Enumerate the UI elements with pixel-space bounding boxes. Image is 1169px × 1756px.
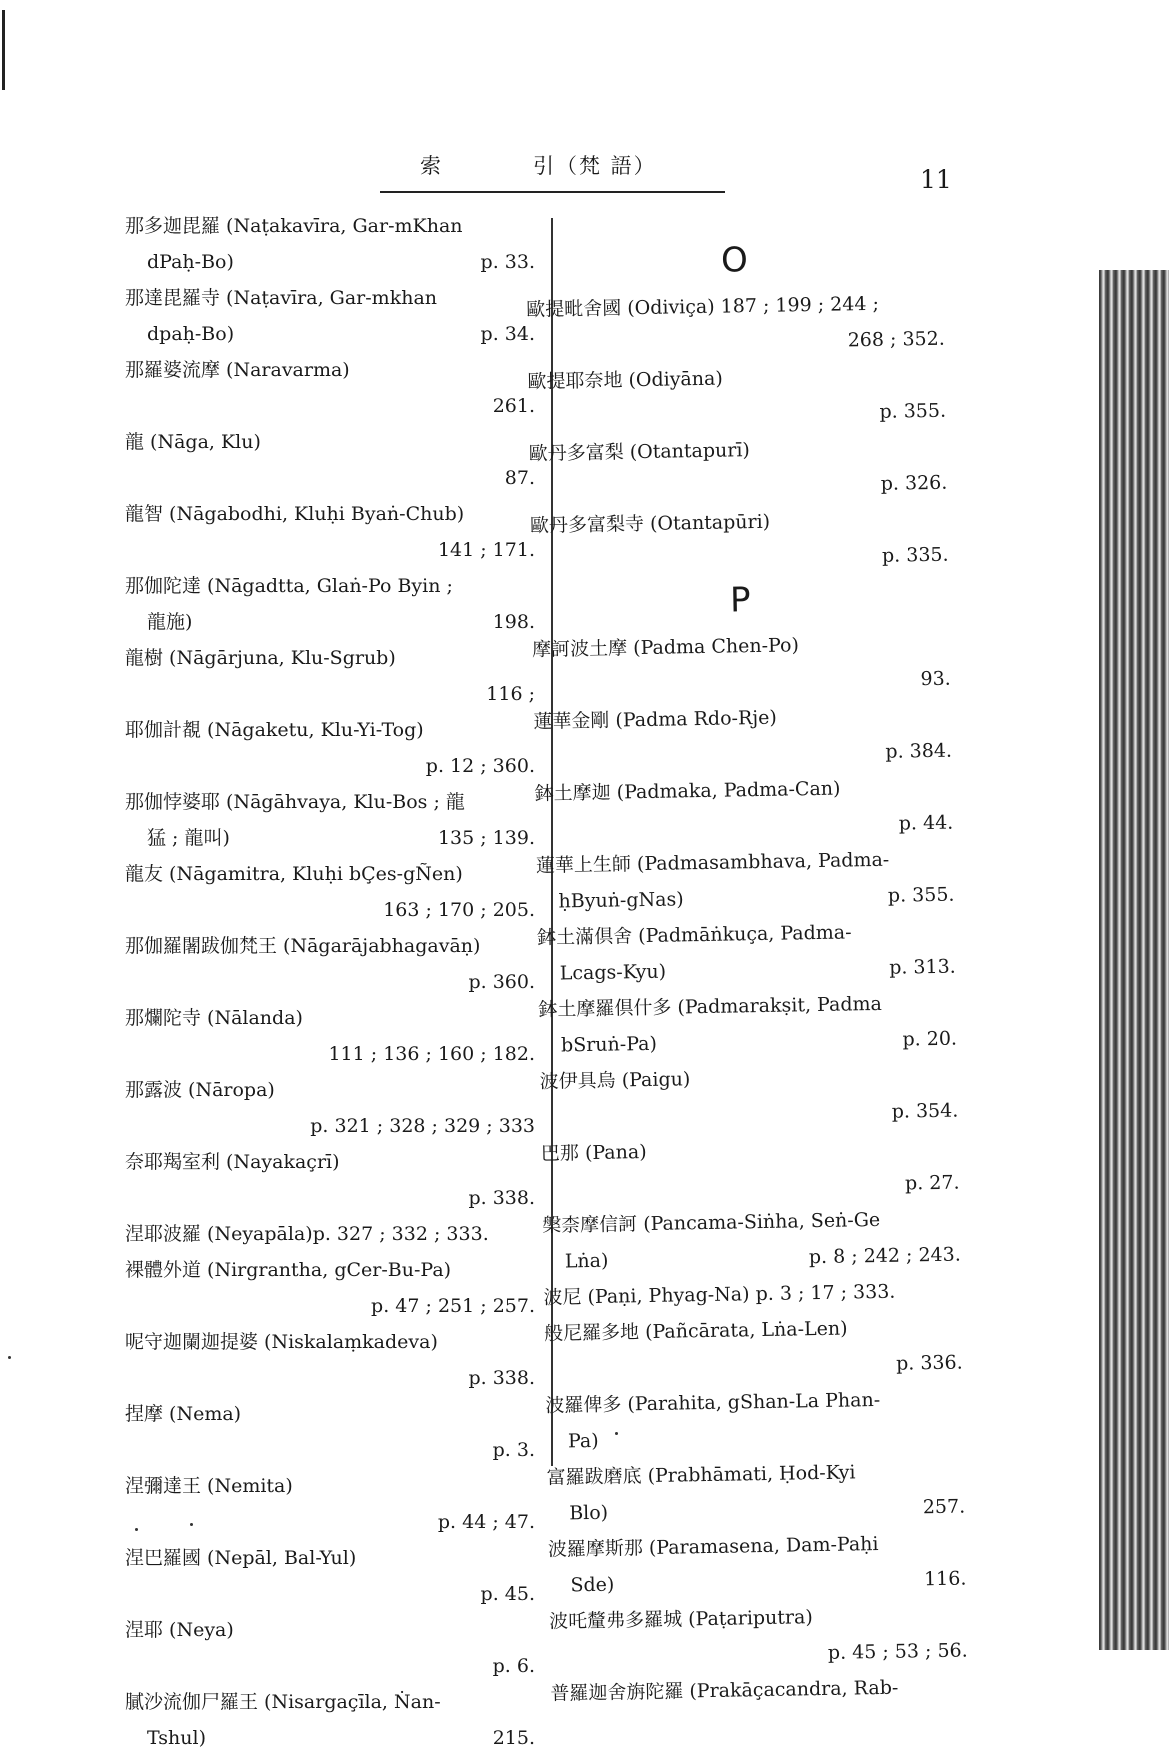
- index-entry: [125, 568, 535, 640]
- entry-pages: p. 3.: [492, 1439, 535, 1461]
- entry-headword: 那爛陀寺 (Nālanda): [125, 1007, 303, 1029]
- entry-continuation: Blo): [569, 1501, 609, 1525]
- entry-pages: p. 336.: [895, 1351, 963, 1375]
- scan-speck: [615, 1432, 618, 1435]
- entry-headword: 槃柰摩信訶 (Pancama-Siṅha, Seṅ-Ge: [542, 1208, 881, 1237]
- entry-pages: p. 355.: [879, 399, 947, 423]
- index-entry: [125, 1540, 535, 1612]
- entry-pages: p. 321 ; 328 ; 329 ; 333: [310, 1115, 535, 1137]
- entry-headword: 膩沙流伽尸羅王 (Nisargaçīla, Ṅan-: [125, 1691, 441, 1713]
- entry-headword: 摩訶波土摩 (Padma Chen-Po): [531, 634, 800, 661]
- index-entry: [533, 697, 952, 776]
- entry-pages: p. 6.: [492, 1655, 535, 1677]
- entry-pages: 261.: [492, 395, 535, 417]
- index-entry: [545, 1381, 964, 1460]
- entry-pages: p. 8 ; 242 ; 243.: [808, 1243, 961, 1269]
- entry-headword: 涅巴羅國 (Nepāl, Bal-Yul): [125, 1547, 357, 1569]
- entry-headword: 捏摩 (Nema): [125, 1403, 242, 1425]
- entry-pages: 135 ; 139.: [437, 827, 535, 849]
- entry-continuation: dPaḥ-Bo): [147, 251, 234, 273]
- entry-headword: 那達毘羅寺 (Naṭavīra, Gar-mkhan: [125, 287, 438, 309]
- entry-headword: 那伽羅闍跋伽梵王 (Nāgarājabhagavāṇ): [125, 935, 481, 957]
- entry-headword: 鉢土摩羅倶什多 (Padmarakṣit, Padma: [538, 992, 883, 1021]
- entry-pages: 257.: [922, 1495, 966, 1519]
- entry-headword: 鉢土摩迦 (Padmaka, Padma-Can): [534, 777, 841, 805]
- entry-pages: p. 354.: [891, 1099, 959, 1123]
- index-entry: [532, 625, 951, 704]
- entry-pages: 215.: [492, 1727, 535, 1749]
- entry-headword: 波尼 (Paṇi, Phyag-Na) p. 3 ; 17 ; 333.: [543, 1280, 896, 1309]
- entry-continuation: Sde): [570, 1573, 615, 1597]
- header-title-b: 引（梵 語）: [533, 154, 657, 178]
- index-entry: [546, 1453, 965, 1532]
- entry-pages: 111 ; 136 ; 160 ; 182.: [328, 1043, 535, 1065]
- entry-pages: p. 12 ; 360.: [425, 755, 535, 777]
- entry-headword: 富羅跋磨底 (Prabhāmati, Ḥod-Kyi: [546, 1461, 856, 1489]
- index-entry: [125, 1252, 535, 1324]
- entry-headword: 裸體外道 (Nirgrantha, gCer-Bu-Pa): [125, 1259, 452, 1281]
- index-entry: [125, 1684, 535, 1756]
- index-entry: [125, 208, 535, 280]
- index-entry: [125, 280, 535, 352]
- right-column: [525, 233, 969, 1712]
- entry-headword: 那羅婆流摩 (Naravarma): [125, 359, 350, 381]
- index-entry: [544, 1309, 963, 1388]
- index-entry: [125, 1216, 535, 1252]
- index-entry: [125, 352, 535, 424]
- entry-continuation: ḥByuṅ-gNas): [558, 888, 684, 913]
- entry-headword: 歐提耶奈地 (Odiyāna): [527, 367, 723, 393]
- index-entry: [125, 424, 535, 496]
- entry-headword: 巴那 (Pana): [540, 1141, 647, 1165]
- entry-pages: p. 360.: [468, 971, 535, 993]
- entry-headword: 呢守迦闌迦提婆 (Niskalaṃkadeva): [125, 1331, 438, 1353]
- entry-headword: 歐丹多富梨 (Otantapurī): [528, 439, 751, 465]
- entry-headword: 那露波 (Nāropa): [125, 1079, 275, 1101]
- index-entry: [125, 856, 535, 928]
- index-entry: [125, 928, 535, 1000]
- left-column: [125, 208, 535, 1756]
- entry-pages: 116 ;: [486, 683, 535, 705]
- entry-pages: 87.: [504, 467, 535, 489]
- entry-headword: 龍友 (Nāgamitra, Kluḥi bÇes-gÑen): [125, 863, 463, 885]
- index-entry: [538, 985, 957, 1064]
- entry-pages: p. 44 ; 47.: [437, 1511, 535, 1533]
- entry-pages: p. 338.: [468, 1367, 535, 1389]
- section-letter-o: O: [720, 240, 749, 281]
- entry-pages: 268 ; 352.: [847, 327, 945, 352]
- index-entry: [526, 285, 945, 364]
- entry-headword: 耶伽計覩 (Nāgaketu, Klu-Yi-Tog): [125, 719, 424, 741]
- index-entry: [527, 357, 946, 436]
- entry-pages: p. 335.: [881, 543, 949, 567]
- entry-pages: p. 313.: [889, 955, 956, 979]
- entry-continuation: Tshul): [147, 1727, 207, 1749]
- entry-headword: 普羅迦舍旃陀羅 (Prakāçacandra, Rab-: [550, 1676, 899, 1705]
- entry-pages: 198.: [492, 611, 535, 633]
- index-entry: [550, 1668, 969, 1711]
- entry-continuation: Pa): [567, 1429, 599, 1453]
- entry-continuation: dpaḥ-Bo): [147, 323, 235, 345]
- index-entry: [125, 1144, 535, 1216]
- entry-headword: 龍 (Nāga, Klu): [125, 431, 261, 453]
- entry-pages: p. 355.: [887, 883, 955, 907]
- section-p-entries: [532, 625, 969, 1712]
- entry-headword: 鉢土滿倶舍 (Padmāṅkuça, Padma-: [536, 921, 852, 949]
- entry-headword: 歐提毗舍國 (Odiviça) 187 ; 199 ; 244 ;: [526, 292, 880, 321]
- scan-speck: [135, 1528, 138, 1531]
- index-entry: [125, 640, 535, 712]
- index-entry: [536, 841, 955, 920]
- entry-continuation-row: [537, 949, 956, 992]
- entry-headword: 涅耶 (Neya): [125, 1619, 234, 1641]
- scan-speck: [190, 1523, 193, 1526]
- index-entry: [530, 501, 949, 580]
- header-rule: [380, 191, 725, 193]
- header-title-a: 索: [420, 154, 443, 178]
- index-entry: [528, 429, 947, 508]
- entry-headword: 龍智 (Nāgabodhi, Kluḥi Byaṅ-Chub): [125, 503, 465, 525]
- index-entry: [548, 1525, 967, 1604]
- entry-pages: p. 326.: [880, 471, 948, 495]
- index-entry: [125, 784, 535, 856]
- index-entry: [534, 769, 953, 848]
- index-entry: [549, 1596, 968, 1675]
- entry-continuation-row: [125, 1720, 535, 1756]
- section-letter-p: P: [729, 580, 751, 621]
- entry-pages: 163 ; 170 ; 205.: [383, 899, 535, 921]
- index-entry: [537, 913, 956, 992]
- entry-headword: 蓮華金剛 (Padma Rdo-Rje): [533, 706, 778, 733]
- entry-pages: p. 33.: [480, 251, 535, 273]
- entry-headword: 波羅摩斯那 (Paramasena, Dam-Paḥi: [547, 1533, 879, 1561]
- entry-pages: p. 45 ; 53 ; 56.: [827, 1639, 968, 1664]
- index-entry: [125, 496, 535, 568]
- entry-headword: 奈耶羯室利 (Nayakaçrī): [125, 1151, 340, 1173]
- entry-pages: p. 44.: [898, 811, 954, 835]
- entry-headword: 波伊具烏 (Paigu): [539, 1068, 691, 1093]
- entry-continuation-row: [543, 1237, 962, 1280]
- entry-pages: p. 338.: [468, 1187, 535, 1209]
- scan-speck: [8, 1356, 11, 1359]
- index-entry: [125, 1396, 535, 1468]
- index-entry: [125, 1000, 535, 1072]
- entry-continuation-row: [125, 316, 535, 352]
- entry-continuation-row: [125, 604, 535, 640]
- entry-pages: p. 34.: [480, 323, 535, 345]
- running-header: [420, 150, 657, 180]
- book-spine-edge: [1099, 270, 1169, 1650]
- entry-headword: 那多迦毘羅 (Naṭakavīra, Gar-mKhan: [125, 215, 463, 237]
- index-entry: [542, 1201, 961, 1280]
- entry-headword: 那伽悖婆耶 (Nāgāhvaya, Klu-Bos ; 龍: [125, 791, 465, 813]
- index-entry: [125, 712, 535, 784]
- index-entry: [541, 1129, 960, 1208]
- entry-headword: 涅耶波羅 (Neyapāla)p. 327 ; 332 ; 333.: [125, 1223, 489, 1245]
- index-entry: [125, 1324, 535, 1396]
- entry-pages: 116.: [923, 1567, 967, 1591]
- entry-headword: 歐丹多富梨寺 (Otantapūri): [529, 510, 771, 537]
- entry-headword: 那伽陀達 (Nāgadtta, Glaṅ-Po Byin ;: [125, 575, 453, 597]
- entry-pages: p. 47 ; 251 ; 257.: [371, 1295, 535, 1317]
- entry-continuation: 猛 ; 龍叫): [147, 827, 230, 849]
- entry-headword: 波吒釐弗多羅城 (Paṭariputra): [548, 1606, 813, 1633]
- entry-pages: p. 45.: [480, 1583, 535, 1605]
- entry-continuation: Lṅa): [564, 1249, 609, 1273]
- entry-pages: 141 ; 171.: [437, 539, 535, 561]
- index-entry: [125, 1612, 535, 1684]
- entry-pages: 93.: [920, 667, 951, 691]
- entry-headword: 龍樹 (Nāgārjuna, Klu-Sgrub): [125, 647, 396, 669]
- scan-edge-left: [2, 10, 5, 90]
- entry-headword: 波羅俾多 (Parahita, gShan-La Phan-: [545, 1388, 881, 1417]
- entry-headword: 涅彌達王 (Nemita): [125, 1475, 293, 1497]
- entry-continuation: 龍施): [147, 611, 193, 633]
- index-entry: [539, 1057, 958, 1136]
- entry-continuation-row: [125, 820, 535, 856]
- entry-pages: p. 27.: [904, 1171, 960, 1195]
- entry-continuation-row: [536, 877, 955, 920]
- entry-headword: 般尼羅多地 (Pañcārata, Lṅa-Len): [543, 1317, 848, 1345]
- index-entry: [125, 1468, 535, 1540]
- page-number: 11: [920, 165, 952, 194]
- entry-continuation: Lcags-Kyu): [559, 960, 667, 985]
- entry-pages: p. 384.: [885, 739, 953, 763]
- entry-continuation-row: [125, 244, 535, 280]
- entry-pages: p. 20.: [902, 1027, 958, 1051]
- entry-continuation: bSruṅ-Pa): [560, 1032, 658, 1057]
- entry-headword: 蓮華上生師 (Padmasambhava, Padma-: [535, 848, 890, 877]
- section-o-entries: [526, 285, 949, 580]
- index-entry: [125, 1072, 535, 1144]
